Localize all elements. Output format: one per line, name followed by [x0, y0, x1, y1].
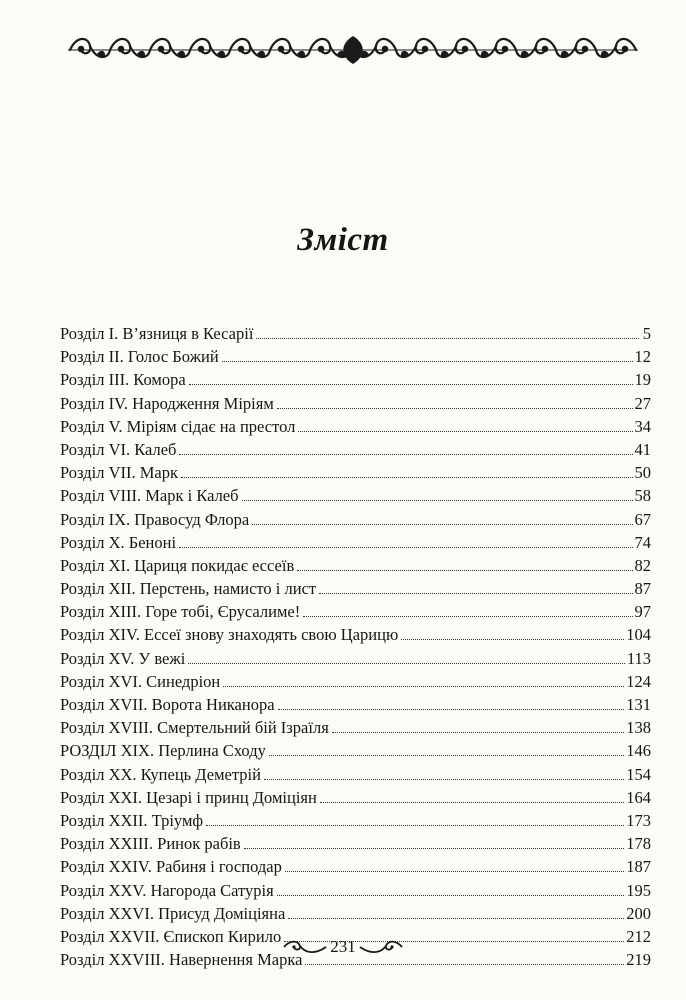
toc-entry	[60, 531, 651, 554]
toc-entry-page: 50	[634, 463, 651, 483]
toc-entry-title: Розділ XXIV. Рабиня і господар	[60, 857, 282, 877]
toc-entry-title: Розділ XVII. Ворота Никанора	[60, 695, 275, 714]
toc-entry-page: 113	[626, 648, 651, 668]
toc-entry-page: 19	[634, 370, 651, 390]
toc-entry-title: Розділ III. Комора	[60, 370, 186, 390]
toc-dot-leader	[256, 338, 639, 339]
toc-entry-title: Розділ X. Беноні	[60, 532, 177, 552]
toc-dot-leader	[244, 848, 625, 849]
toc-entry	[60, 693, 651, 716]
toc-entry-page: 138	[626, 718, 651, 738]
toc-entry-page: 212	[626, 926, 651, 946]
toc-entry-title: Розділ XII. Перстень, намисто і лист	[60, 579, 317, 599]
toc-entry-page: 164	[626, 787, 651, 807]
toc-entry-page: 131	[626, 695, 651, 714]
toc-entry-title: Розділ XI. Цариця покидає ессеїв	[60, 555, 295, 575]
toc-entry	[60, 461, 651, 484]
floral-ornament-top-icon	[66, 30, 640, 70]
toc-entry-title: Розділ II. Голос Божий	[60, 347, 219, 367]
toc-entry-page: 173	[626, 810, 651, 830]
toc-dot-leader	[179, 547, 632, 548]
toc-dot-leader	[269, 755, 624, 756]
page-number: 231	[330, 937, 356, 956]
toc-entry-title: Розділ I. В’язниця в Кесарії	[60, 324, 254, 343]
toc-entry	[60, 739, 651, 762]
toc-entry	[60, 879, 651, 902]
toc-entry-page: 34	[634, 416, 651, 436]
toc-dot-leader	[242, 500, 633, 501]
toc-entry	[60, 438, 651, 461]
toc-dot-leader	[223, 686, 624, 687]
toc-entry	[60, 415, 651, 438]
toc-entry-title: Розділ V. Міріям сідає на престол	[60, 416, 296, 436]
toc-entry	[60, 392, 651, 415]
toc-entry-title: Розділ XXVII. Єпископ Кирило	[60, 926, 282, 946]
toc-entry-page: 12	[634, 347, 651, 367]
toc-entry	[60, 763, 651, 786]
toc-entry-page: 104	[626, 625, 651, 645]
page-title: Зміст	[297, 222, 389, 258]
toc-dot-leader	[188, 663, 625, 664]
toc-dot-leader	[332, 732, 624, 733]
toc-entry-page: 5	[642, 324, 651, 343]
toc-entry-title: Розділ VII. Марк	[60, 463, 178, 483]
table-of-contents	[60, 322, 651, 971]
toc-entry-title: Розділ IV. Народження Міріям	[60, 393, 274, 413]
toc-entry-title: Розділ VI. Калеб	[60, 439, 177, 459]
toc-entry	[60, 716, 651, 739]
toc-entry-page: 58	[634, 486, 651, 506]
toc-entry	[60, 855, 651, 878]
toc-dot-leader	[288, 918, 624, 919]
toc-dot-leader	[179, 454, 632, 455]
toc-dot-leader	[320, 802, 624, 803]
toc-entry	[60, 600, 651, 623]
toc-entry-page: 178	[626, 834, 651, 854]
toc-entry-title: Розділ XVI. Синедріон	[60, 671, 221, 691]
toc-entry	[60, 623, 651, 646]
footer-ornament-right-icon	[358, 938, 404, 956]
toc-dot-leader	[278, 709, 625, 710]
toc-dot-leader	[181, 477, 633, 478]
toc-dot-leader	[206, 825, 624, 826]
toc-dot-leader	[401, 639, 624, 640]
toc-entry	[60, 647, 651, 670]
toc-entry	[60, 902, 651, 925]
toc-dot-leader	[305, 964, 624, 965]
toc-dot-leader	[222, 361, 633, 362]
toc-dot-leader	[319, 593, 632, 594]
page-footer	[0, 932, 686, 962]
toc-entry-title: Розділ XIV. Ессеї знову знаходять свою Царицю	[60, 625, 399, 645]
toc-entry-title: Розділ XXI. Цезарі і принц Доміціян	[60, 787, 317, 807]
toc-entry-title: Розділ XXIII. Ринок рабів	[60, 834, 241, 854]
toc-dot-leader	[297, 570, 632, 571]
toc-entry-page: 74	[634, 532, 651, 552]
toc-entry	[60, 508, 651, 531]
toc-entry-title: Розділ XIII. Горе тобі, Єрусалиме!	[60, 602, 301, 622]
toc-dot-leader	[252, 524, 632, 525]
toc-entry-page: 124	[626, 671, 651, 691]
toc-entry	[60, 670, 651, 693]
toc-entry-title: Розділ XXVI. Присуд Доміціяна	[60, 903, 286, 923]
toc-entry-page: 87	[634, 579, 651, 599]
toc-dot-leader	[277, 408, 633, 409]
toc-dot-leader	[189, 384, 633, 385]
toc-entry-title: Розділ XXII. Тріумф	[60, 810, 204, 830]
toc-entry	[60, 786, 651, 809]
toc-entry-page: 67	[634, 509, 651, 529]
toc-entry-title: Розділ XX. Купець Деметрій	[60, 764, 261, 784]
toc-entry	[60, 809, 651, 832]
toc-entry-page: 219	[626, 950, 651, 970]
toc-entry-title: Розділ XXV. Нагорода Сатурія	[60, 880, 274, 900]
toc-entry	[60, 368, 651, 391]
toc-entry-page: 97	[634, 602, 651, 622]
toc-entry-page: 82	[634, 555, 651, 575]
toc-entry-page: 195	[626, 880, 651, 900]
toc-entry-page: 187	[626, 857, 651, 877]
toc-entry-page: 146	[626, 741, 651, 761]
toc-entry-page: 41	[634, 439, 651, 459]
toc-entry-page: 27	[634, 393, 651, 413]
toc-entry-title: Розділ XV. У вежі	[60, 648, 186, 668]
toc-dot-leader	[298, 431, 632, 432]
toc-entry-title: Розділ IX. Правосуд Флора	[60, 509, 250, 529]
toc-entry	[60, 577, 651, 600]
toc-dot-leader	[303, 616, 632, 617]
toc-entry-title: Розділ XVIII. Смертельний бій Ізраїля	[60, 718, 329, 738]
toc-entry-title: РОЗДІЛ XIX. Перлина Сходу	[60, 741, 266, 761]
footer-ornament-left-icon	[282, 938, 328, 956]
toc-entry	[60, 832, 651, 855]
toc-entry	[60, 322, 651, 345]
toc-entry-page: 200	[626, 903, 651, 923]
toc-dot-leader	[277, 895, 625, 896]
toc-dot-leader	[285, 871, 624, 872]
toc-dot-leader	[264, 779, 624, 780]
toc-entry	[60, 484, 651, 507]
toc-entry	[60, 345, 651, 368]
toc-entry-title: Розділ VIII. Марк і Калеб	[60, 486, 239, 506]
toc-entry	[60, 554, 651, 577]
toc-entry-page: 154	[626, 764, 651, 784]
toc-entry-title: Розділ XXVIII. Навернення Марка	[60, 950, 303, 970]
